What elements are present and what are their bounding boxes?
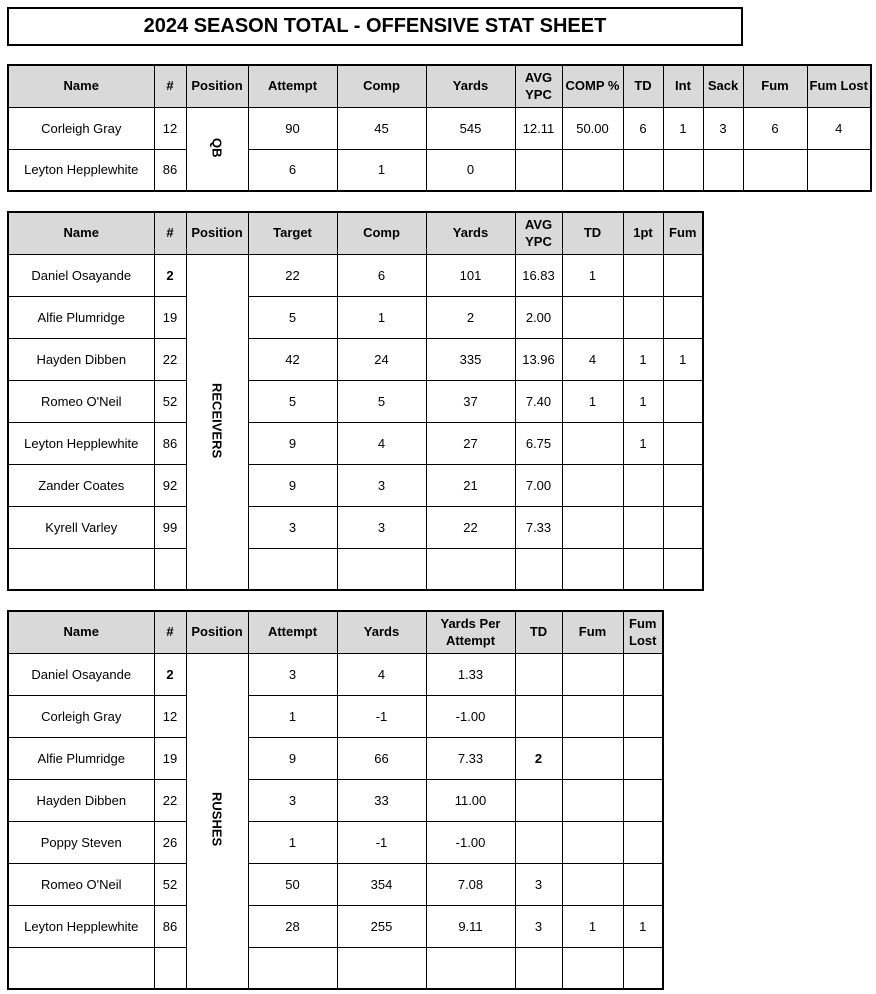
stat-cell: 37: [426, 380, 515, 422]
stat-cell: [562, 149, 623, 191]
table-row: [8, 149, 871, 191]
stat-cell: [663, 380, 703, 422]
stat-cell: [562, 506, 623, 548]
stat-cell: 3: [248, 506, 337, 548]
stat-cell: 1: [562, 380, 623, 422]
stat-cell: [337, 947, 426, 989]
stat-cell: [562, 821, 623, 863]
col-header: Name: [8, 65, 154, 107]
position-cell: [186, 107, 248, 191]
player-name: [8, 947, 154, 989]
stat-cell: [623, 548, 663, 590]
table-row: [8, 254, 703, 296]
stat-cell: [623, 695, 663, 737]
col-header: COMP %: [562, 65, 623, 107]
col-header: Comp: [337, 65, 426, 107]
col-header: Int: [663, 65, 703, 107]
stat-cell: 1: [248, 821, 337, 863]
stat-cell: 5: [248, 380, 337, 422]
stat-cell: [515, 695, 562, 737]
stat-cell: -1.00: [426, 695, 515, 737]
player-name: Daniel Osayande: [8, 254, 154, 296]
player-number: 99: [154, 506, 186, 548]
stat-cell: 6: [248, 149, 337, 191]
stat-cell: [562, 653, 623, 695]
stat-cell: 6: [337, 254, 426, 296]
stat-cell: 5: [248, 296, 337, 338]
stat-cell: 1: [663, 107, 703, 149]
stat-cell: [248, 548, 337, 590]
stat-cell: 50: [248, 863, 337, 905]
col-header: Sack: [703, 65, 743, 107]
stat-cell: 2: [515, 737, 562, 779]
stat-cell: 3: [248, 653, 337, 695]
stat-cell: 1.33: [426, 653, 515, 695]
stat-cell: 255: [337, 905, 426, 947]
col-header: Fum: [663, 212, 703, 254]
position-cell: [186, 254, 248, 590]
stat-cell: 335: [426, 338, 515, 380]
stat-cell: [703, 149, 743, 191]
player-name: Romeo O'Neil: [8, 863, 154, 905]
stat-cell: 9.11: [426, 905, 515, 947]
col-header: Position: [186, 611, 248, 653]
stat-cell: 42: [248, 338, 337, 380]
stat-cell: 9: [248, 737, 337, 779]
stat-cell: 13.96: [515, 338, 562, 380]
position-label: RUSHES: [209, 792, 225, 847]
stat-cell: 3: [337, 464, 426, 506]
stat-cell: 545: [426, 107, 515, 149]
stat-cell: [623, 296, 663, 338]
player-number: 86: [154, 422, 186, 464]
col-header: 1pt: [623, 212, 663, 254]
player-number: 22: [154, 779, 186, 821]
col-header: AVG YPC: [515, 212, 562, 254]
player-name: Hayden Dibben: [8, 779, 154, 821]
stat-cell: [515, 653, 562, 695]
stat-cell: 1: [562, 254, 623, 296]
stat-cell: [515, 779, 562, 821]
stat-cell: [248, 947, 337, 989]
stat-cell: 7.33: [515, 506, 562, 548]
table-row: [8, 464, 703, 506]
stat-cell: [623, 653, 663, 695]
sheet-title: 2024 SEASON TOTAL - OFFENSIVE STAT SHEET: [7, 7, 743, 46]
col-header: Name: [8, 611, 154, 653]
stat-cell: -1.00: [426, 821, 515, 863]
stat-cell: 6.75: [515, 422, 562, 464]
stat-cell: [515, 947, 562, 989]
stat-cell: 27: [426, 422, 515, 464]
stat-cell: 24: [337, 338, 426, 380]
stat-cell: [623, 506, 663, 548]
stat-cell: [663, 548, 703, 590]
stat-cell: 1: [623, 338, 663, 380]
stat-cell: [623, 149, 663, 191]
stat-cell: 4: [337, 422, 426, 464]
col-header: Yards: [426, 212, 515, 254]
stat-cell: [663, 254, 703, 296]
stat-cell: 3: [337, 506, 426, 548]
col-header: Position: [186, 65, 248, 107]
stat-cell: 12.11: [515, 107, 562, 149]
player-number: 52: [154, 863, 186, 905]
stat-cell: 4: [807, 107, 871, 149]
table-row: [8, 653, 663, 695]
receiving-table: [7, 211, 704, 591]
stat-cell: [663, 149, 703, 191]
player-name: Leyton Hepplewhite: [8, 149, 154, 191]
col-header: Fum Lost: [807, 65, 871, 107]
stat-cell: [663, 506, 703, 548]
table-row: [8, 422, 703, 464]
player-number: 2: [154, 254, 186, 296]
col-header: #: [154, 611, 186, 653]
rushing-header-row: [8, 611, 663, 653]
stat-cell: 11.00: [426, 779, 515, 821]
stat-cell: 45: [337, 107, 426, 149]
col-header: Yards: [426, 65, 515, 107]
stat-cell: [562, 548, 623, 590]
stat-cell: [562, 863, 623, 905]
col-header: Attempt: [248, 611, 337, 653]
position-cell: [186, 653, 248, 989]
stat-cell: 4: [337, 653, 426, 695]
stat-cell: [562, 779, 623, 821]
stat-cell: 22: [248, 254, 337, 296]
stat-cell: [562, 422, 623, 464]
table-row: [8, 821, 663, 863]
player-name: Romeo O'Neil: [8, 380, 154, 422]
stat-cell: 1: [663, 338, 703, 380]
stat-cell: 1: [623, 905, 663, 947]
stat-cell: 7.40: [515, 380, 562, 422]
player-name: Poppy Steven: [8, 821, 154, 863]
col-header: Position: [186, 212, 248, 254]
passing-table: [7, 64, 872, 192]
stat-cell: 4: [562, 338, 623, 380]
col-header: TD: [623, 65, 663, 107]
stat-cell: 3: [703, 107, 743, 149]
player-name: Hayden Dibben: [8, 338, 154, 380]
player-number: [154, 947, 186, 989]
stat-cell: [562, 947, 623, 989]
stat-cell: [623, 947, 663, 989]
table-row: [8, 947, 663, 989]
rushing-table: [7, 610, 664, 990]
player-number: 2: [154, 653, 186, 695]
stat-cell: 3: [248, 779, 337, 821]
table-row: [8, 737, 663, 779]
stat-cell: [663, 422, 703, 464]
table-row: [8, 338, 703, 380]
stat-cell: 9: [248, 422, 337, 464]
player-number: 86: [154, 905, 186, 947]
player-name: Corleigh Gray: [8, 695, 154, 737]
col-header: Yards: [337, 611, 426, 653]
stat-cell: 33: [337, 779, 426, 821]
stat-cell: [562, 695, 623, 737]
table-row: [8, 107, 871, 149]
col-header: #: [154, 212, 186, 254]
player-number: 12: [154, 695, 186, 737]
col-header: TD: [515, 611, 562, 653]
stat-cell: 0: [426, 149, 515, 191]
player-name: [8, 548, 154, 590]
player-name: Alfie Plumridge: [8, 296, 154, 338]
player-name: Leyton Hepplewhite: [8, 905, 154, 947]
stat-cell: 1: [623, 380, 663, 422]
stat-cell: 3: [515, 863, 562, 905]
table-row: [8, 905, 663, 947]
stat-cell: 90: [248, 107, 337, 149]
stat-cell: -1: [337, 821, 426, 863]
passing-header-row: [8, 65, 871, 107]
player-number: 19: [154, 296, 186, 338]
receiving-header-row: [8, 212, 703, 254]
stat-cell: [337, 548, 426, 590]
table-row: [8, 779, 663, 821]
player-name: Daniel Osayande: [8, 653, 154, 695]
player-name: Corleigh Gray: [8, 107, 154, 149]
stat-cell: 1: [337, 296, 426, 338]
col-header: TD: [562, 212, 623, 254]
col-header: AVG YPC: [515, 65, 562, 107]
col-header: Yards Per Attempt: [426, 611, 515, 653]
stat-cell: 2: [426, 296, 515, 338]
stat-cell: [515, 149, 562, 191]
stat-cell: [562, 296, 623, 338]
col-header: Name: [8, 212, 154, 254]
table-row: [8, 506, 703, 548]
stat-cell: [623, 737, 663, 779]
position-label: RECEIVERS: [209, 382, 225, 458]
position-label: QB: [209, 137, 225, 157]
stat-cell: 66: [337, 737, 426, 779]
stat-cell: [623, 779, 663, 821]
player-name: Kyrell Varley: [8, 506, 154, 548]
stat-cell: 3: [515, 905, 562, 947]
stat-cell: 7.00: [515, 464, 562, 506]
stat-cell: [515, 821, 562, 863]
player-name: Zander Coates: [8, 464, 154, 506]
stat-cell: 9: [248, 464, 337, 506]
stat-cell: 1: [562, 905, 623, 947]
stat-cell: 5: [337, 380, 426, 422]
col-header: Fum Lost: [623, 611, 663, 653]
stat-cell: [426, 548, 515, 590]
stat-cell: 7.08: [426, 863, 515, 905]
table-row: [8, 380, 703, 422]
stat-cell: 2.00: [515, 296, 562, 338]
col-header: Comp: [337, 212, 426, 254]
col-header: #: [154, 65, 186, 107]
stat-cell: 7.33: [426, 737, 515, 779]
stat-cell: [623, 254, 663, 296]
stat-cell: 101: [426, 254, 515, 296]
stat-cell: 6: [623, 107, 663, 149]
stat-cell: 50.00: [562, 107, 623, 149]
stat-cell: [623, 464, 663, 506]
player-name: Leyton Hepplewhite: [8, 422, 154, 464]
stat-cell: 21: [426, 464, 515, 506]
stat-cell: [663, 464, 703, 506]
player-name: Alfie Plumridge: [8, 737, 154, 779]
player-number: 86: [154, 149, 186, 191]
player-number: 26: [154, 821, 186, 863]
stat-cell: [807, 149, 871, 191]
stat-cell: 354: [337, 863, 426, 905]
stat-cell: [426, 947, 515, 989]
table-row: [8, 548, 703, 590]
player-number: 19: [154, 737, 186, 779]
stat-cell: 1: [337, 149, 426, 191]
stat-cell: 22: [426, 506, 515, 548]
stat-cell: 1: [248, 695, 337, 737]
stat-cell: [663, 296, 703, 338]
col-header: Attempt: [248, 65, 337, 107]
table-row: [8, 863, 663, 905]
col-header: Fum: [743, 65, 807, 107]
stat-cell: [623, 863, 663, 905]
stat-cell: 28: [248, 905, 337, 947]
stat-cell: 1: [623, 422, 663, 464]
stat-cell: 16.83: [515, 254, 562, 296]
table-row: [8, 695, 663, 737]
col-header: Fum: [562, 611, 623, 653]
player-number: 52: [154, 380, 186, 422]
table-row: [8, 296, 703, 338]
stat-cell: [743, 149, 807, 191]
stat-cell: [562, 737, 623, 779]
player-number: [154, 548, 186, 590]
player-number: 12: [154, 107, 186, 149]
stat-cell: [562, 464, 623, 506]
player-number: 22: [154, 338, 186, 380]
stat-cell: 6: [743, 107, 807, 149]
stat-cell: [623, 821, 663, 863]
col-header: Target: [248, 212, 337, 254]
stat-cell: [515, 548, 562, 590]
stat-cell: -1: [337, 695, 426, 737]
player-number: 92: [154, 464, 186, 506]
